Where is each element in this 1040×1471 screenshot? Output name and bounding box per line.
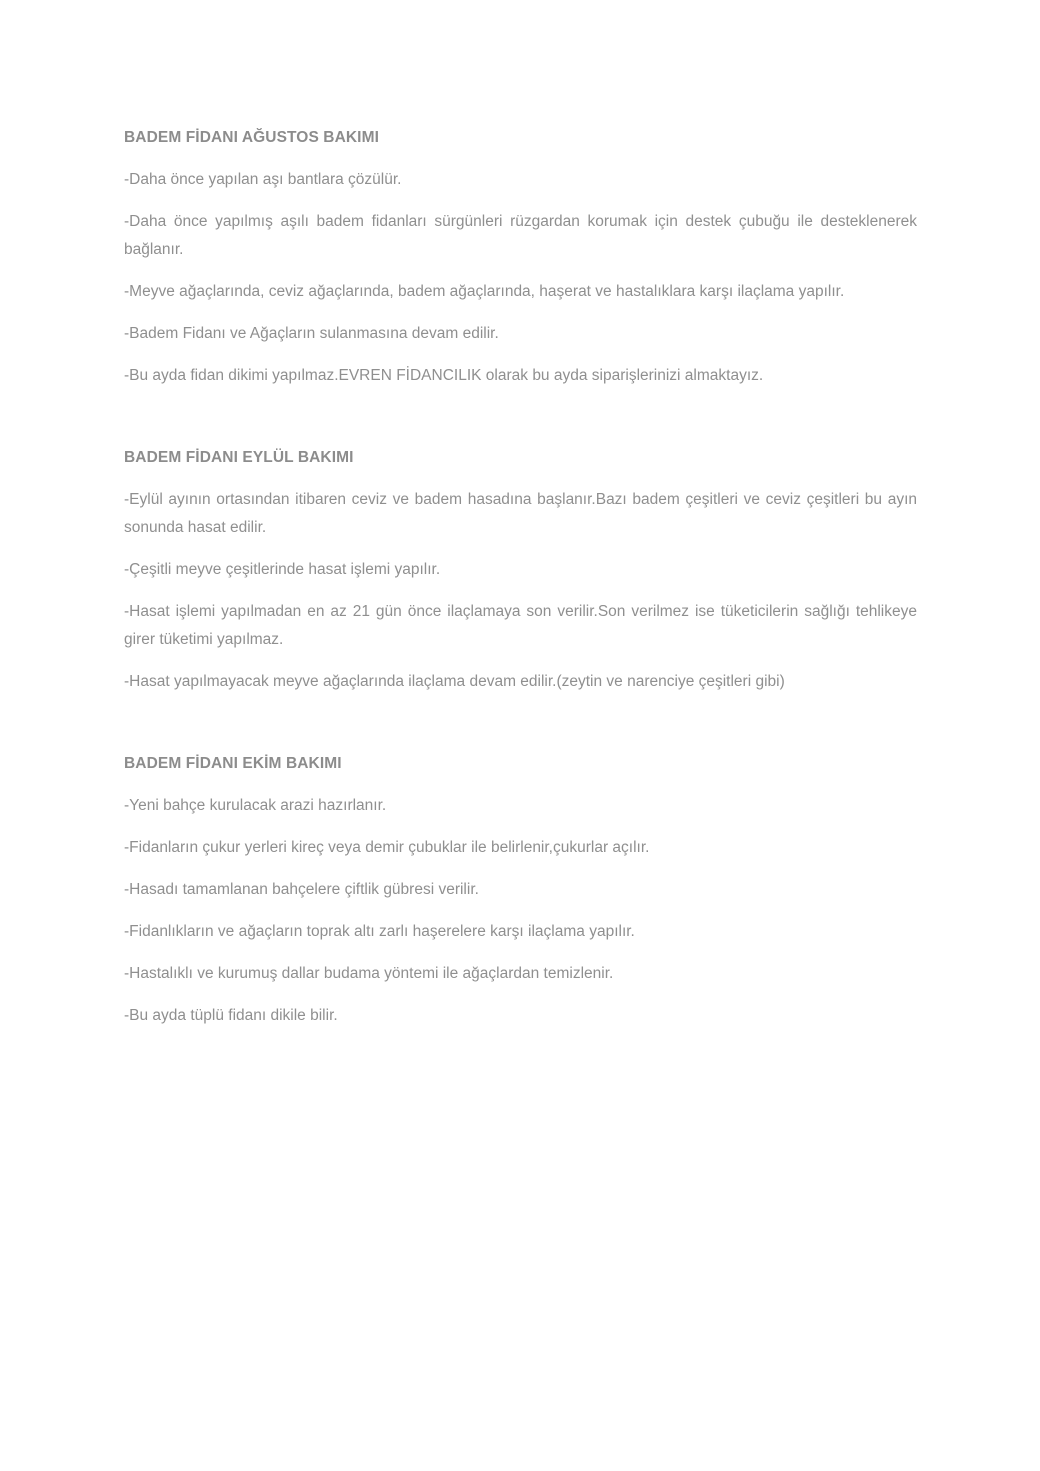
paragraph: -Eylül ayının ortasından itibaren ceviz ve badem hasadına başlanır.Bazı badem çeşitleri ve ceviz çeşitleri bu ayın sonunda hasat edilir. [124,491,917,536]
paragraph: -Hasat yapılmayacak meyve ağaçlarında ilaçlama devam edilir.(zeytin ve narenciye çeşitleri gibi) [124,673,785,690]
paragraph: -Bu ayda tüplü fidanı dikile bilir. [124,1007,338,1024]
paragraph: -Çeşitli meyve çeşitlerinde hasat işlemi yapılır. [124,561,441,578]
paragraph: -Bu ayda fidan dikimi yapılmaz.EVREN FİDANCILIK olarak bu ayda siparişlerinizi almaktayız. [124,367,764,384]
paragraph: -Yeni bahçe kurulacak arazi hazırlanır. [124,797,387,814]
paragraph: -Daha önce yapılan aşı bantlara çözülür. [124,171,402,188]
paragraph: -Fidanlıkların ve ağaçların toprak altı zarlı haşerelere karşı ilaçlama yapılır. [124,923,635,940]
paragraph: -Hasat işlemi yapılmadan en az 21 gün önce ilaçlamaya son verilir.Son verilmez ise tüketicilerin sağlığı tehlikeye girer tüketimi yapılmaz. [124,603,917,648]
section-august [124,124,917,390]
paragraph: -Meyve ağaçlarında, ceviz ağaçlarında, badem ağaçlarında, haşerat ve hastalıklara karşı ilaçlama yapılır. [124,283,845,300]
section-september [124,444,917,696]
section-heading: BADEM FİDANI AĞUSTOS BAKIMI [124,129,380,146]
paragraph: -Badem Fidanı ve Ağaçların sulanmasına devam edilir. [124,325,499,342]
section-heading: BADEM FİDANI EYLÜL BAKIMI [124,449,354,466]
paragraph: -Hasadı tamamlanan bahçelere çiftlik gübresi verilir. [124,881,479,898]
document-page [124,124,917,1044]
paragraph: -Fidanların çukur yerleri kireç veya demir çubuklar ile belirlenir,çukurlar açılır. [124,839,650,856]
paragraph: -Hastalıklı ve kurumuş dallar budama yöntemi ile ağaçlardan temizlenir. [124,965,614,982]
paragraph: -Daha önce yapılmış aşılı badem fidanları sürgünleri rüzgardan korumak için destek çubuğu ile desteklenerek bağlanır. [124,213,917,258]
section-heading: BADEM FİDANI EKİM BAKIMI [124,755,342,772]
section-october [124,750,917,1030]
